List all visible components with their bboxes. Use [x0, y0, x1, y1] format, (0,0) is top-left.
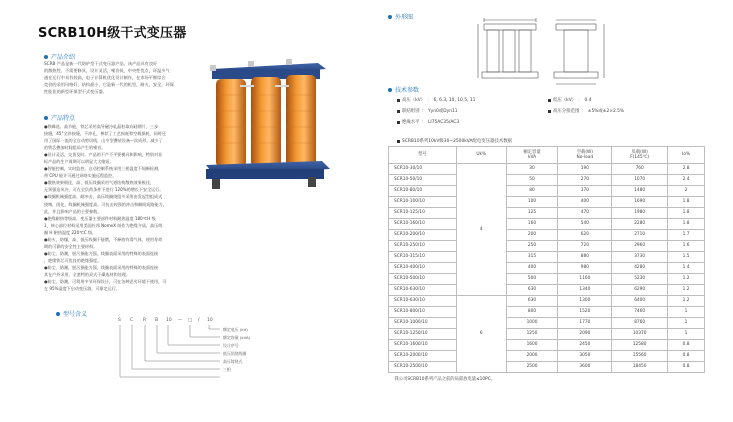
cell-model: SCR10-160/10 [389, 219, 457, 230]
cell-io: 1 [668, 307, 705, 318]
cell-load: 1690 [612, 197, 668, 208]
cell-capacity: 1600 [506, 340, 558, 351]
model-code-part: 10 [166, 318, 172, 323]
cell-io: 1.5 [668, 252, 705, 263]
page-title: SCRB10H级干式变压器 [38, 26, 187, 41]
cell-capacity: 400 [506, 263, 558, 274]
cell-model: SCR10-630/10 [389, 285, 457, 296]
header-model: 型号 [389, 147, 457, 164]
cell-capacity: 2000 [506, 351, 558, 362]
section-params-label: 技术参数 [395, 87, 420, 94]
section-outline-heading [388, 12, 413, 21]
model-code-part: C [130, 318, 134, 323]
text-line: ●铁峰选、高节能，铁芯采用高导磁冷轧晶粒取向硅钢片，三步 [44, 124, 159, 129]
cell-capacity: 250 [506, 241, 558, 252]
cell-capacity: 30 [506, 164, 558, 175]
text-line: 标产品的生产周期可以明显大大缩短。 [44, 159, 114, 165]
cell-noload: 1770 [558, 318, 612, 329]
cell-noload: 540 [558, 219, 612, 230]
cell-model: SCR10-630/10 [389, 296, 457, 307]
table-note: 我公司SCRB10系列产品之前的局部放电量≤10PC。 [394, 376, 496, 382]
table-row [389, 230, 705, 241]
model-label-phase: 三相 [223, 367, 231, 372]
text-line: 的铁芯叠加时间组局产生的噪音。 [44, 145, 106, 151]
model-code-diagram [108, 318, 251, 388]
text-line: 期的可靠的安全性主要材料。 [44, 243, 98, 249]
table-row [389, 274, 705, 285]
cell-load: 1980 [612, 208, 668, 219]
text-line: 性能佳的新型环保型干式变压器。 [44, 89, 107, 95]
table-row [389, 252, 705, 263]
cell-io: 2 [668, 186, 705, 197]
text-line: SCRB 产品是新一代防护型干式变压器产品，该产品具有良好 [44, 61, 158, 66]
table-row [389, 208, 705, 219]
model-code-part: — [178, 318, 183, 323]
bullet-dot-icon [56, 312, 60, 316]
param-lv: 低压（kV） ： 0.4 [548, 97, 592, 103]
cell-model: SCR10-315/10 [389, 252, 457, 263]
table-row [389, 241, 705, 252]
cell-uk: 4 [456, 164, 506, 296]
cell-model: SCR10-50/10 [389, 175, 457, 186]
text-line: 无须强迫风冷，可在全负荷条件下进行 120%的增长下安全运行。 [44, 187, 164, 193]
table-row [389, 340, 705, 351]
bullet-dot-icon [44, 55, 48, 59]
cell-noload: 2450 [558, 340, 612, 351]
param-connection: 联结组别 ： Yyn0或Dyn11 [397, 108, 458, 114]
cell-io: 1.7 [668, 230, 705, 241]
cell-io: 0.8 [668, 362, 705, 373]
table-row [389, 263, 705, 274]
model-label-hv-coil: 高压铸绕式 [223, 359, 243, 364]
section-features-heading [44, 113, 75, 122]
cell-load: 8760 [612, 318, 668, 329]
cell-capacity: 100 [506, 197, 558, 208]
cell-noload: 620 [558, 230, 612, 241]
param-insulation: 绝缘水平 ： LI75AC35/AC3 [397, 119, 459, 125]
header-load: 负载(W) F(145℃) [612, 147, 668, 164]
cell-model: SCR10-800/10 [389, 307, 457, 318]
text-line: ●防尘、防潮，胆污损能力强，线圈表面采用的特殊的表面连接 [44, 250, 159, 256]
text-line: ●线圈机械强度高，耐冲击，高压线圈绕组多采用由发起型组成式 [44, 194, 163, 200]
text-line: ●绝缘耐热等级高，变压器主要部件材料耐热温度 180℃H 级 [44, 215, 156, 221]
cell-uk: 6 [456, 296, 506, 373]
outline-drawing [474, 12, 614, 90]
text-line: 此，并且影响产品的主要参数。 [44, 208, 102, 214]
model-code-part: B [155, 318, 159, 323]
cell-model: SCR10-250/10 [389, 241, 457, 252]
cell-model: SCR10-1250/10 [389, 329, 457, 340]
text-line: 通在运行中具有较高，电子计算机优化设计制作，在市场平衡综合 [44, 75, 166, 81]
model-code-lines [108, 318, 228, 388]
cell-io: 1.2 [668, 274, 705, 285]
param-hv: 高压（kV） ： 6, 6.3, 10, 10.5, 11 [397, 97, 475, 103]
spec-table [388, 146, 705, 385]
cell-io: 0.8 [668, 351, 705, 362]
text-line: 带 CPU 能计可通过网络实施远程监控。 [44, 173, 117, 179]
cell-load: 6290 [612, 285, 668, 296]
cell-io: 1 [668, 329, 705, 340]
cell-model: SCR10-125/10 [389, 208, 457, 219]
text-line: 绕缚，固化，线圈机械强度高。可抗击较强的冲击和瞬间短路能力， [44, 201, 167, 207]
cell-noload: 370 [558, 186, 612, 197]
cell-load: 18450 [612, 362, 668, 373]
text-line: 竞价的采用风格好，结构最小，它是新一代的机型，耐火，安全，环保 [44, 82, 174, 88]
cell-load: 10370 [612, 329, 668, 340]
cell-noload: 1160 [558, 274, 612, 285]
cell-noload: 3600 [558, 362, 612, 373]
cell-model: SCR10-2500/10 [389, 362, 457, 373]
cell-model: SCR10-80/10 [389, 186, 457, 197]
cell-load: 1480 [612, 186, 668, 197]
square-bullet-icon [397, 99, 400, 102]
cell-noload: 1300 [558, 296, 612, 307]
table-row [389, 351, 705, 362]
cell-noload: 720 [558, 241, 612, 252]
transformer-photo [200, 55, 332, 197]
model-code-part: R [143, 318, 147, 323]
text-line: 其在户外采用，全套特的双式干燥选材和处理。 [44, 271, 130, 277]
bullet-dot-icon [388, 15, 392, 19]
cell-noload: 980 [558, 263, 612, 274]
cell-capacity: 630 [506, 285, 558, 296]
text-line: ●防尘、防潮，可利用多节环保设计，可在各种恶劣环境下使用，可 [44, 279, 167, 285]
cell-model: SCR10-200/10 [389, 230, 457, 241]
table-title: SCRB10系列10kV级30~2500kVA配电变压器技术数据 [397, 138, 512, 144]
table-row [389, 164, 705, 175]
cell-load: 15560 [612, 351, 668, 362]
cell-io: 1 [668, 318, 705, 329]
text-line: ●智能控制，实时监控。自动控制系统采用三相温度不间断检测， [44, 166, 163, 172]
cell-io: 0.8 [668, 340, 705, 351]
cell-model: SCR10-1600/10 [389, 340, 457, 351]
square-bullet-icon [397, 110, 400, 113]
section-params-heading [388, 85, 419, 94]
header-noload: 空载(W) No-load [558, 147, 612, 164]
cell-load: 2710 [612, 230, 668, 241]
cell-model: SCR10-30/10 [389, 164, 457, 175]
cell-model: SCR10-400/10 [389, 263, 457, 274]
cell-noload: 270 [558, 175, 612, 186]
table-row [389, 219, 705, 230]
bullet-dot-icon [388, 88, 392, 92]
cell-model: SCR10-2000/10 [389, 351, 457, 362]
cell-load: 12580 [612, 340, 668, 351]
cell-load: 3730 [612, 252, 668, 263]
cell-capacity: 630 [506, 296, 558, 307]
cell-io: 1.8 [668, 219, 705, 230]
cell-noload: 1340 [558, 285, 612, 296]
section-features-label: 产品特点 [51, 115, 76, 122]
cell-io: 1.2 [668, 296, 705, 307]
text-line: ●设计灵活，交货及时。产品的不产不平要模具和影响，特别对非 [44, 152, 163, 158]
header-uk: Uk% [456, 147, 506, 164]
square-bullet-icon [548, 99, 551, 102]
cell-capacity: 2500 [506, 362, 558, 373]
section-model-heading [56, 309, 87, 318]
intro-text [44, 60, 196, 95]
cell-load: 2280 [612, 219, 668, 230]
model-code-part: 10 [207, 318, 213, 323]
table-row [389, 307, 705, 318]
section-intro-label: 产品介绍 [51, 54, 76, 61]
cell-capacity: 200 [506, 230, 558, 241]
model-label-design: 设计序号 [223, 343, 239, 348]
text-line: 1，核心部位材料采用美国杜邦 NomeX 纸作为绝缘介质，高压线 [44, 222, 163, 228]
cell-noload: 400 [558, 197, 612, 208]
square-bullet-icon [397, 140, 400, 143]
section-model-label: 型号含义 [63, 311, 88, 318]
text-line: 接缝，45°全斜接缝，不冲孔，棒状了工艺损耗和空载损耗，同时还 [44, 131, 166, 137]
cell-noload: 1520 [558, 307, 612, 318]
cell-capacity: 80 [506, 186, 558, 197]
cell-io: 1.8 [668, 197, 705, 208]
cell-load: 5230 [612, 274, 668, 285]
cell-capacity: 160 [506, 219, 558, 230]
cell-io: 1.8 [668, 208, 705, 219]
cell-load: 4280 [612, 263, 668, 274]
text-line: ●防尘、防潮，胆污损能力强，线圈表面采用的特殊的表面连接 [44, 264, 159, 270]
cell-load: 760 [612, 164, 668, 175]
cell-io: 1.4 [668, 263, 705, 274]
header-io: Io% [668, 147, 705, 164]
cell-load: 7460 [612, 307, 668, 318]
cell-load: 6400 [612, 296, 668, 307]
section-outline-label: 外形图 [395, 14, 414, 21]
cell-model: SCR10-1000/10 [389, 318, 457, 329]
table-row [389, 318, 705, 329]
model-code-part: □ [188, 318, 193, 323]
cell-io: 1.6 [668, 241, 705, 252]
text-line: 圈 H 耐热温度 220℃C 级， [44, 229, 97, 235]
header-capacity: 额定容量 kVA [506, 147, 558, 164]
cell-model: SCR10-500/10 [389, 274, 457, 285]
cell-noload: 880 [558, 252, 612, 263]
features-list [44, 123, 196, 292]
model-label-voltage: 额定电压 (kV) [223, 327, 248, 332]
cell-capacity: 1000 [506, 318, 558, 329]
table-row [389, 285, 705, 296]
table-row [389, 197, 705, 208]
text-line: 在 95%湿度下启动变压器，可靠定运行。 [44, 286, 120, 292]
model-label-lv-coil: 低压箔绕线圈 [223, 351, 247, 356]
text-line: ●防火，防爆，高、低压线圈不能燃，不释放有毒气体，使用寿命 [44, 236, 163, 242]
cell-capacity: 315 [506, 252, 558, 263]
cell-noload: 3050 [558, 351, 612, 362]
param-tap-range: 高压分接范围 ： ±5%或±2×2.5% [548, 108, 624, 114]
cell-capacity: 1250 [506, 329, 558, 340]
table-row [389, 175, 705, 186]
text-line: ，绝缘铁芯可优良的绝缘强度。 [44, 257, 102, 263]
bullet-dot-icon [44, 116, 48, 120]
cell-capacity: 800 [506, 307, 558, 318]
square-bullet-icon [397, 121, 400, 124]
model-code-part: S [118, 318, 121, 323]
cell-model: SCR10-100/10 [389, 197, 457, 208]
square-bullet-icon [548, 110, 551, 113]
cell-noload: 190 [558, 164, 612, 175]
cell-io: 2.4 [668, 175, 705, 186]
table-row [389, 296, 705, 307]
cell-load: 2960 [612, 241, 668, 252]
cell-io: 2.8 [668, 164, 705, 175]
model-code-part: / [198, 318, 200, 323]
cell-load: 1070 [612, 175, 668, 186]
table-row [389, 186, 705, 197]
cell-noload: 470 [558, 208, 612, 219]
model-label-capacity: 额定容量 (kVA) [223, 335, 251, 340]
table-row [389, 362, 705, 373]
cell-noload: 2090 [558, 329, 612, 340]
cell-capacity: 125 [506, 208, 558, 219]
text-line: 的散热性，不需要修具，设计灵活，噪音低，中央性优点，环温多气 [44, 68, 170, 74]
text-line: 用了国际一流的全自动剪切线，山亨型叠装设备—次成形，减少了 [44, 138, 163, 144]
cell-io: 1.2 [668, 285, 705, 296]
table-row [389, 329, 705, 340]
text-line: ●散热效果极佳，高、低压线圈采用气道结构散热效果极佳， [44, 180, 155, 186]
cell-capacity: 500 [506, 274, 558, 285]
cell-capacity: 50 [506, 175, 558, 186]
